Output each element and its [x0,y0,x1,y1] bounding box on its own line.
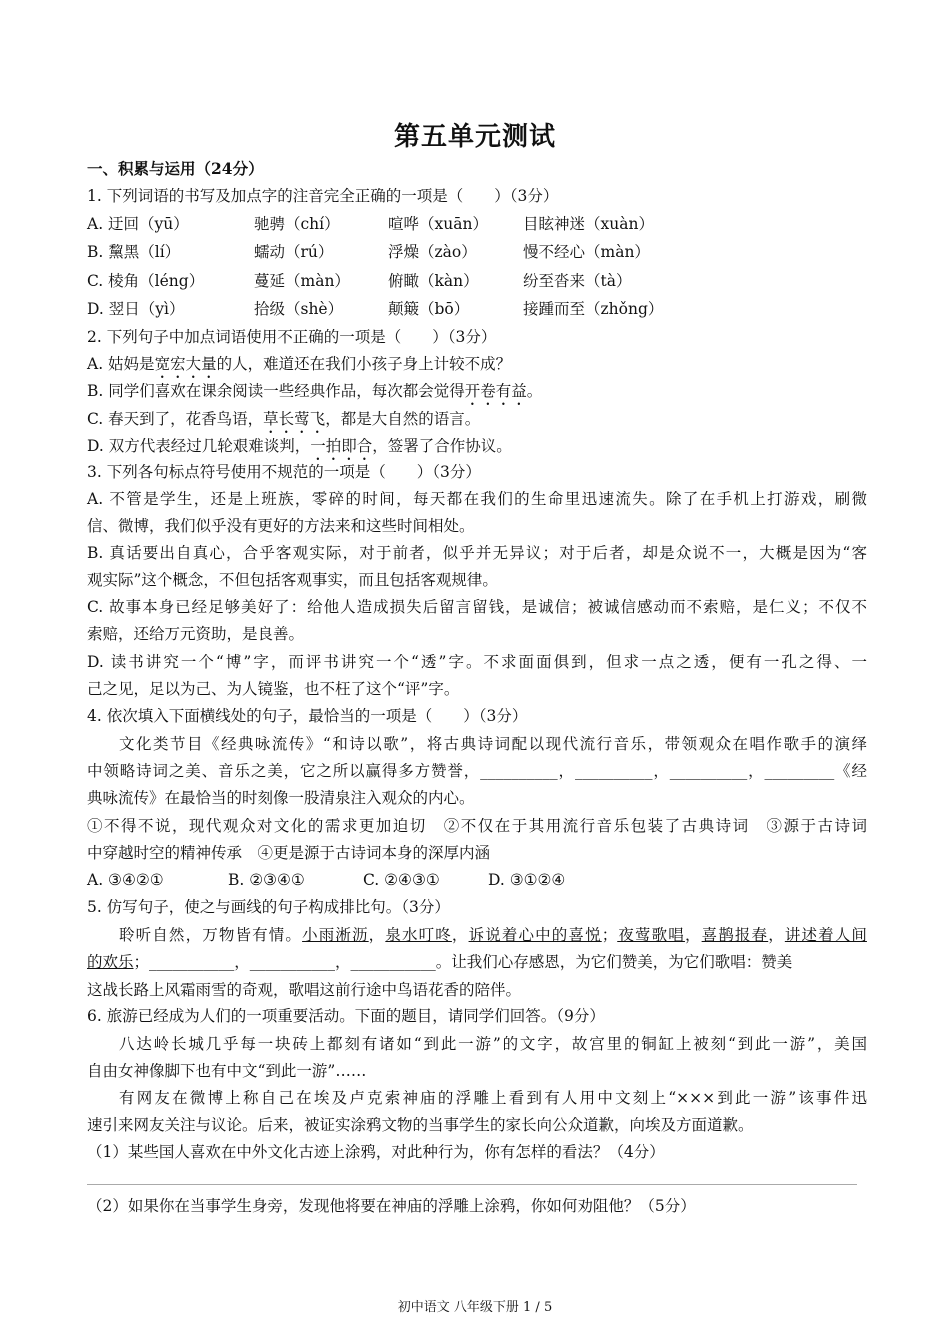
q2-option-b [87,381,867,409]
q2-a-post: 的人，难道还在我们小孩子身上计较不成？ [216,355,512,373]
q6-passage-line1: 八达岭长城几乎每一块砖上都刻有诸如“到此一游”的文字，故宫里的铜缸上被刻“到此一游”，美国 [119,1035,867,1053]
q2-a-pre: A. 姑妈是 [87,355,155,373]
q4-passage-line1: 文化类节目《经典咏流传》“和诗以歌”，将古典诗词配以现代流行音乐，带领观众在唱作歌手的演绎 [119,735,867,753]
q1-b-4: 慢不经心（màn） [523,243,650,261]
q3-a-line2: 信、微博，我们似乎没有更好的方法来和这些时间相处。 [87,517,475,535]
q5-underline-2: 泉水叮咚 [385,926,452,944]
q5-underline-4: 夜莺歌唱 [617,926,685,944]
question-2-stem: 2. 下列句子中加点词语使用不正确的一项是（ ）（3分） [87,328,497,346]
q4-options-line1: ①不得不说，现代观众对文化的需求更加迫切 ②不仅在于其用流行音乐包装了古典诗词 ③源于古诗词 [87,817,867,835]
q1-b-3: 浮燥（zào） [388,243,477,261]
q1-a-3: 喧哗（xuān） [388,215,488,233]
q4-passage-line3: 典咏流传》在最恰当的时刻像一股清泉注入观众的内心。 [87,789,475,807]
section-heading: 一、积累与运用（24分） [87,159,264,178]
q3-b-line2: 观实际”这个概念，不但包括客观事实，而且包括客观规律。 [87,571,498,589]
question-5-stem: 5. 仿写句子，使之与画线的句子构成排比句。（3分） [87,898,450,916]
q2-option-c [87,409,867,437]
question-6-stem: 6. 旅游已经成为人们的一项重要活动。下面的题目，请同学们回答。（9分） [87,1007,605,1025]
question-1-stem: 1. 下列词语的书写及加点字的注音完全正确的一项是（ ）（3分） [87,187,559,205]
q2-d-dotted: 一拍即合 [310,437,373,455]
answer-line [87,1184,857,1185]
q4-passage-line2: 中领略诗词之美、音乐之美，它之所以赢得多方赞誉，__________，__________，__________，_________《经 [87,762,867,780]
q3-d-line2: 己之见，足以为己、为人镜鉴，也不枉了这个“评”字。 [87,680,460,698]
q3-c-line2: 索赔，还给万元资助，是良善。 [87,625,305,643]
question-4-stem: 4. 依次填入下面横线处的句子，最恰当的一项是（ ）（3分） [87,707,528,725]
q5-underline-1: 小雨淅沥 [302,926,369,944]
q1-d-4: 接踵而至（zhǒng） [523,300,664,318]
q2-c-post: ，都是大自然的语言。 [325,410,481,428]
q1-c-2: 蔓延（màn） [254,272,350,290]
q1-d-1: D. 翌日（yì） [87,300,185,318]
q1-c-4: 纷至沓来（tà） [523,272,632,290]
page-title: 第五单元测试 [393,122,556,152]
q6-passage-line4: 速引来网友关注与议论。后来，被证实涂鸦文物的当事学生的家长向公众道歉，向埃及方面道歉。 [87,1116,754,1134]
q5-underline-5: 喜鹊报春 [701,926,769,944]
q6-sub-question-2: （2）如果你在当事学生身旁，发现他将要在神庙的浮雕上涂鸦，你如何劝阻他？（5分） [87,1197,696,1215]
q1-d-2: 拾级（shè） [254,300,344,318]
q2-c-pre: C. 春天到了，花香鸟语， [87,410,264,428]
page-footer: 初中语文 八年级下册 1 / 5 [397,1300,553,1315]
q5-line2 [87,952,867,972]
q5-semicolon: ； [601,926,618,944]
q1-a-1: A. 迂回（yū） [87,215,189,233]
q1-a-4: 目眩神迷（xuàn） [523,215,654,233]
q2-a-dotted: 宽宏大量 [154,355,217,373]
q1-c-3: 俯瞰（kàn） [388,272,479,290]
q5-underline-7: 的欢乐 [87,953,134,971]
q4-choice-c: C. ②④③① [363,871,440,889]
q6-sub-question-1: （1）某些国人喜欢在中外文化古迹上涂鸦，对此种行为，你有怎样的看法？（4分） [87,1143,665,1161]
q1-b-1: B. 黧黑（lí） [87,243,181,261]
q1-b-2: 蠕动（rú） [254,243,334,261]
q2-option-d [87,436,867,464]
q5-line3: 这战长路上风霜雨雪的奇观，歌唱这前行途中鸟语花香的陪伴。 [87,981,522,999]
q4-choice-d: D. ③①②④ [488,871,566,889]
q3-a-line1: A. 不管是学生，还是上班族，零碎的时间，每天都在我们的生命里迅速流失。除了在手机上打游戏，刷微 [87,490,867,508]
q1-c-1: C. 棱角（léng） [87,272,205,290]
q2-b-pre: B. 同学们喜欢在课余阅读一些经典作品，每次都会觉得 [87,382,465,400]
q2-option-a [87,354,867,382]
q1-d-3: 颠簸（bō） [388,300,470,318]
q5-line2-rest: ；___________，___________，___________。让我们心存感恩，为它们赞美，为它们歌唱：赞美 [133,953,793,971]
q2-d-pre: D. 双方代表经过几轮艰难谈判， [87,437,311,455]
q4-choice-b: B. ②③④① [228,871,305,889]
q6-passage-line2: 自由女神像脚下也有中文“到此一游”…… [87,1062,367,1080]
q3-c-line1: C. 故事本身已经足够美好了：给他人造成损失后留言留钱，是诚信；被诚信感动而不索赔，是仁义；不仅不 [87,598,867,616]
q5-lead: 聆听自然，万物皆有情。 [119,926,303,944]
q3-b-line1: B. 真话要出自真心，合乎客观实际，对于前者，似乎并无异议；对于后者，却是众说不一，大概是因为“客 [87,544,867,562]
q4-options-line2: 中穿越时空的精神传承 ④更是源于古诗词本身的深厚内涵 [87,844,491,862]
q5-underline-6: 讲述着人间 [784,926,867,944]
q3-d-line1: D. 读书讲究一个“博”字，而评书讲究一个“透”字。不求面面俱到，但求一点之透，便有一孔之得、一 [87,653,867,671]
q2-b-dotted: 开卷有益 [464,382,527,400]
q4-choice-a: A. ③④②① [87,871,164,889]
q2-d-post: ，签署了合作协议。 [372,437,512,455]
q6-passage-line3: 有网友在微博上称自己在埃及卢克索神庙的浮雕上看到有人用中文刻上“×××到此一游”该事件迅 [119,1089,867,1107]
q5-underline-3: 诉说着心中的喜悦 [468,926,602,944]
q5-line1: 聆听自然，万物皆有情。小雨淅沥，泉水叮咚，诉说着心中的喜悦；夜莺歌唱，喜鹊报春，讲述着人间 [119,926,867,944]
question-3-stem: 3. 下列各句标点符号使用不规范的一项是（ ）（3分） [87,463,481,481]
q2-c-dotted: 草长莺飞 [263,410,326,428]
q1-a-2: 驰骋（chí） [254,215,340,233]
q2-b-post: 。 [526,382,543,400]
